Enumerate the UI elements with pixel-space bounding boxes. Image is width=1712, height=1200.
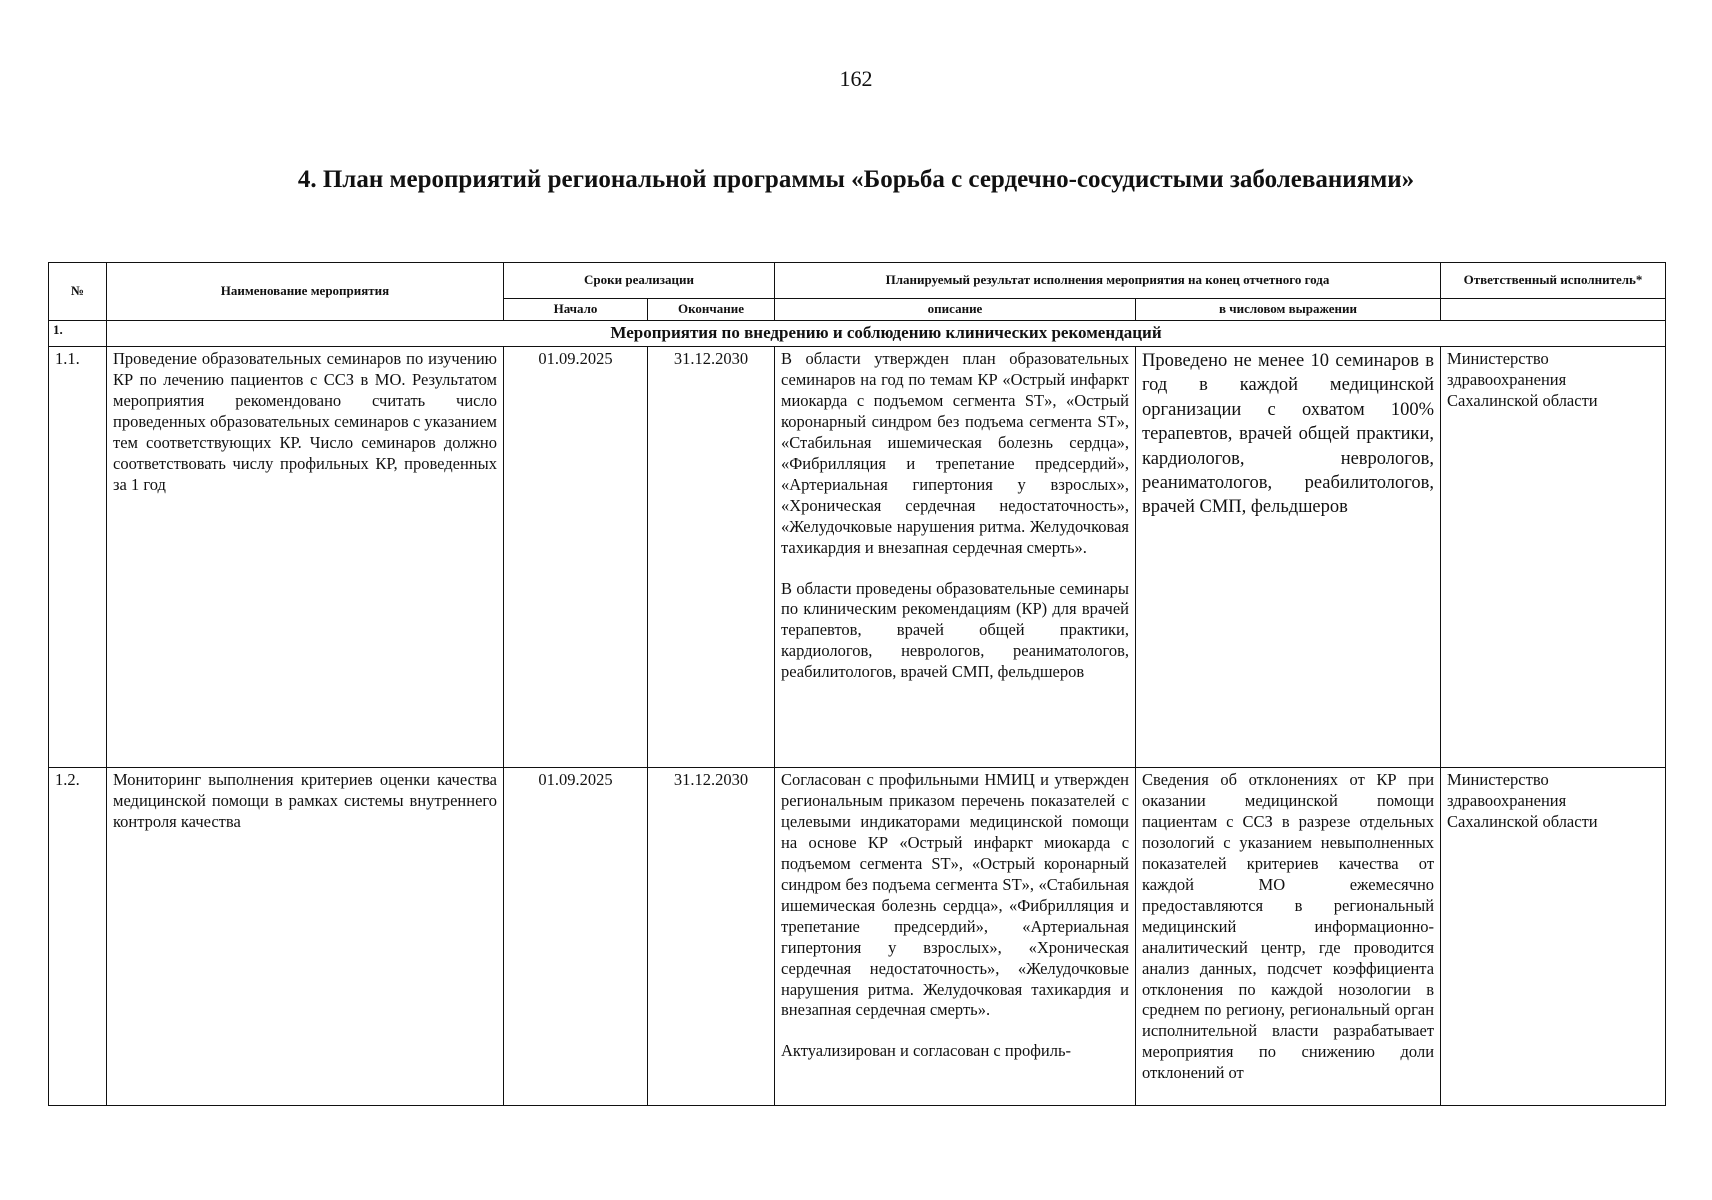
section-row [49, 321, 1666, 347]
row-end-date: 31.12.2030 [648, 768, 775, 1106]
section-title: Мероприятия по внедрению и соблюдению клинических рекомендаций [107, 321, 1666, 347]
row-activity-name: Мониторинг выполнения критериев оценки качества медицинской помощи в рамках системы внутреннего контроля качества [107, 768, 504, 1106]
section-number: 1. [49, 321, 107, 347]
header-terms: Сроки реализации [504, 263, 775, 299]
header-description: описание [775, 299, 1136, 321]
row-activity-name: Проведение образовательных семинаров по изучению КР по лечению пациентов с ССЗ в МО. Результатом мероприятия рекомендовано считать число проведенных образовательных семинаров с указанием тем соответствующих КР. Число семинаров должно соответствовать числу профильных КР, проведенных за 1 год [107, 347, 504, 768]
header-result: Планируемый результат исполнения мероприятия на конец отчетного года [775, 263, 1441, 299]
table-row [49, 768, 1666, 1106]
header-start: Начало [504, 299, 648, 321]
row-start-date: 01.09.2025 [504, 768, 648, 1106]
row-responsible: Министерство здравоохранения Сахалинской области [1441, 347, 1666, 768]
description-paragraph: В области утвержден план образовательных семинаров на год по темам КР «Острый инфаркт миокарда с подъемом сегмента ST», «Острый коронарный синдром без подъема сегмента ST», «Стабильная ишемическая болезнь сердца», «Фибрилляция и трепетание предсердий», «Артериальная гипертония у взрослых», «Хроническая сердечная недостаточность», «Желудочковые нарушения ритма. Желудочковая тахикардия и внезапная сердечная смерть». [781, 349, 1130, 557]
description-paragraph: Актуализирован и согласован с профиль- [781, 1041, 1071, 1061]
value-text: Сведения об отклонениях от КР при оказании медицинской помощи пациентам с ССЗ в разрезе отдельных позологий с указанием невыполненных показателей критериев качества от каждой МО ежемесячно предоставляются в региональный медицинский информационно-аналитический центр, где проводится анализ данных, подсчет коэффициента отклонения по каждой нозологии в среднем по региону, региональный орган исполнительной власти разрабатывает мероприятия по снижению доли отклонений от [1142, 770, 1435, 1083]
header-end: Окончание [648, 299, 775, 321]
description-paragraph: Согласован с профильными НМИЦ и утвержден региональным приказом перечень показателей с целевыми индикаторами медицинской помощи на основе КР «Острый инфаркт миокарда с подъемом сегмента ST», «Острый коронарный синдром без подъема сегмента ST», «Стабильная ишемическая болезнь сердца», «Фибрилляция и трепетание предсердий», «Артериальная гипертония у взрослых», «Хроническая сердечная недостаточность», «Желудочковые нарушения ритма. Желудочковая тахикардия и внезапная сердечная смерть». [781, 770, 1130, 1020]
action-plan-table [48, 262, 1666, 1106]
row-result-value [1136, 347, 1441, 768]
row-result-description [775, 347, 1136, 768]
header-numeric-value: в числовом выражении [1136, 299, 1441, 321]
value-text: Проведено не менее 10 семинаров в год в каждой медицинской организации с охватом 100% терапевтов, врачей общей практики, кардиологов, неврологов, реаниматологов, реабилитологов, врачей СМП, фельдшеров [1142, 351, 1435, 518]
document-title: 4. План мероприятий региональной программы «Борьба с сердечно-сосудистыми заболеваниями» [297, 166, 1415, 193]
header-number: № [49, 263, 107, 321]
table-row [49, 347, 1666, 768]
header-name: Наименование мероприятия [107, 263, 504, 321]
description-paragraph: В области проведены образовательные семинары по клиническим рекомендациям (КР) для врачей терапевтов, врачей общей практики, кардиологов, неврологов, реаниматологов, реабилитологов, врачей СМП, фельдшеров [781, 578, 1130, 682]
row-number: 1.1. [49, 347, 107, 768]
header-responsible: Ответственный исполнитель* [1441, 263, 1666, 299]
row-end-date: 31.12.2030 [648, 347, 775, 768]
header-responsible-empty [1441, 299, 1666, 321]
row-result-description [775, 768, 1136, 1106]
row-number: 1.2. [49, 768, 107, 1106]
row-start-date: 01.09.2025 [504, 347, 648, 768]
page-number: 162 [839, 66, 873, 91]
row-responsible: Министерство здравоохранения Сахалинской области [1441, 768, 1666, 1106]
header-row-main [49, 263, 1666, 299]
row-result-value [1136, 768, 1441, 1106]
